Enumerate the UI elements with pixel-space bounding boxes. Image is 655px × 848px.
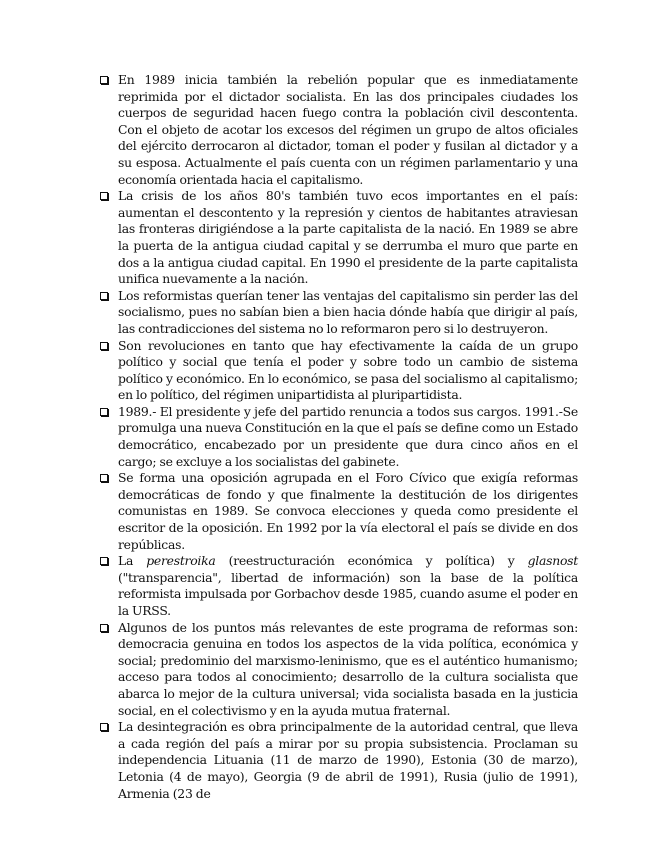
list-item <box>96 470 578 553</box>
list-item <box>96 404 578 470</box>
item-text: La desintegración es obra principalmente de la autoridad central, que lleva a cada región del país a mirar por su propia subsistencia. Proclaman su independencia Lituania (11 de marzo de 1990), Estonia (30 de marzo), Letonia (4 de mayo), Georgia (9 de abril de 1991), Rusia (julio de 1991), Armenia (23 de <box>118 719 578 801</box>
item-text-prefix: La <box>118 553 147 569</box>
list-item <box>96 553 578 619</box>
item-text: 1989.- El presidente y jefe del partido renuncia a todos sus cargos. 1991.-Se promulga una nueva Constitución en la que el país se define como un Estado democrático, encabezado por un presidente que dura cinco años en el cargo; se excluye a los socialistas del gabinete. <box>118 403 578 469</box>
item-text: Son revoluciones en tanto que hay efectivamente la caída de un grupo político y social que tenía el poder y sobre todo un cambio de sistema político y económico. En lo económico, se pasa del socialismo al capitalismo; en lo político, del régimen unipartidista al pluripartidista. <box>118 337 578 403</box>
item-text-middle: (reestructuración económica y política) y <box>215 553 528 569</box>
item-text: Los reformistas querían tener las ventajas del capitalismo sin perder las del socialismo, pues no sabían bien a bien hacia dónde había que dirigir al país, las contradicciones del sistema no lo reformaron pero si lo destruyeron. <box>118 287 578 336</box>
list-item <box>96 620 578 720</box>
checkbox-bullet-icon <box>100 624 108 632</box>
item-text: Se forma una oposición agrupada en el Foro Cívico que exigía reformas democráticas de fondo y que finalmente la destitución de los dirigentes comunistas en 1989. Se convoca elecciones y queda como presidente el escritor de la oposición. En 1992 por la vía electoral el país se divide en dos repúblicas. <box>118 470 578 552</box>
checkbox-bullet-icon <box>100 292 108 300</box>
checkbox-bullet-icon <box>100 342 108 350</box>
checkbox-bullet-icon <box>100 557 108 565</box>
item-text: En 1989 inicia también la rebelión popular que es inmediatamente reprimida por el dictador socialista. En las dos principales ciudades los cuerpos de seguridad hacen fuego contra la población civil descontenta. Con el objeto de acotar los excesos del régimen un grupo de altos oficiales del ejército derrocaron al dictador, toman el poder y fusilan al dictador y a su esposa. Actualmente el país cuenta con un régimen parlamentario y una economía orientada hacia el capitalismo. <box>118 72 578 187</box>
checkbox-bullet-icon <box>100 408 108 416</box>
item-text: Algunos de los puntos más relevantes de este programa de reformas son: democracia genuina en todos los aspectos de la vida política, económica y social; predominio del marxismo-leninismo, que es el auténtico humanismo; acceso para todos al conocimiento; desarrollo de la cultura socialista que abarca lo mejor de la cultura universal; vida socialista basada en la justicia social, en el colectivismo y en la ayuda mutua fraternal. <box>118 619 578 718</box>
list-item <box>96 719 578 802</box>
bullet-list <box>96 72 578 802</box>
term-glasnost: glasnost <box>527 553 578 569</box>
list-item <box>96 288 578 338</box>
checkbox-bullet-icon <box>100 474 108 482</box>
checkbox-bullet-icon <box>100 723 108 731</box>
term-perestroika: perestroika <box>146 553 216 569</box>
checkbox-bullet-icon <box>100 76 108 84</box>
checkbox-bullet-icon <box>100 192 108 200</box>
item-text-suffix: ("transparencia", libertad de información) son la base de la política reformista impulsada por Gorbachov desde 1985, cuando asume el poder en la URSS. <box>118 569 578 618</box>
item-text: La crisis de los años 80's también tuvo ecos importantes en el país: aumentan el descontento y la represión y cientos de habitantes atraviesan las fronteras dirigiéndose a la parte capitalista de la nació. En 1989 se abre la puerta de la antigua ciudad capital y se derrumba el muro que parte en dos a la antigua ciudad capital. En 1990 el presidente de la parte capitalista unifica nuevamente a la nación. <box>118 188 578 287</box>
list-item <box>96 338 578 404</box>
list-item <box>96 188 578 288</box>
list-item <box>96 72 578 188</box>
